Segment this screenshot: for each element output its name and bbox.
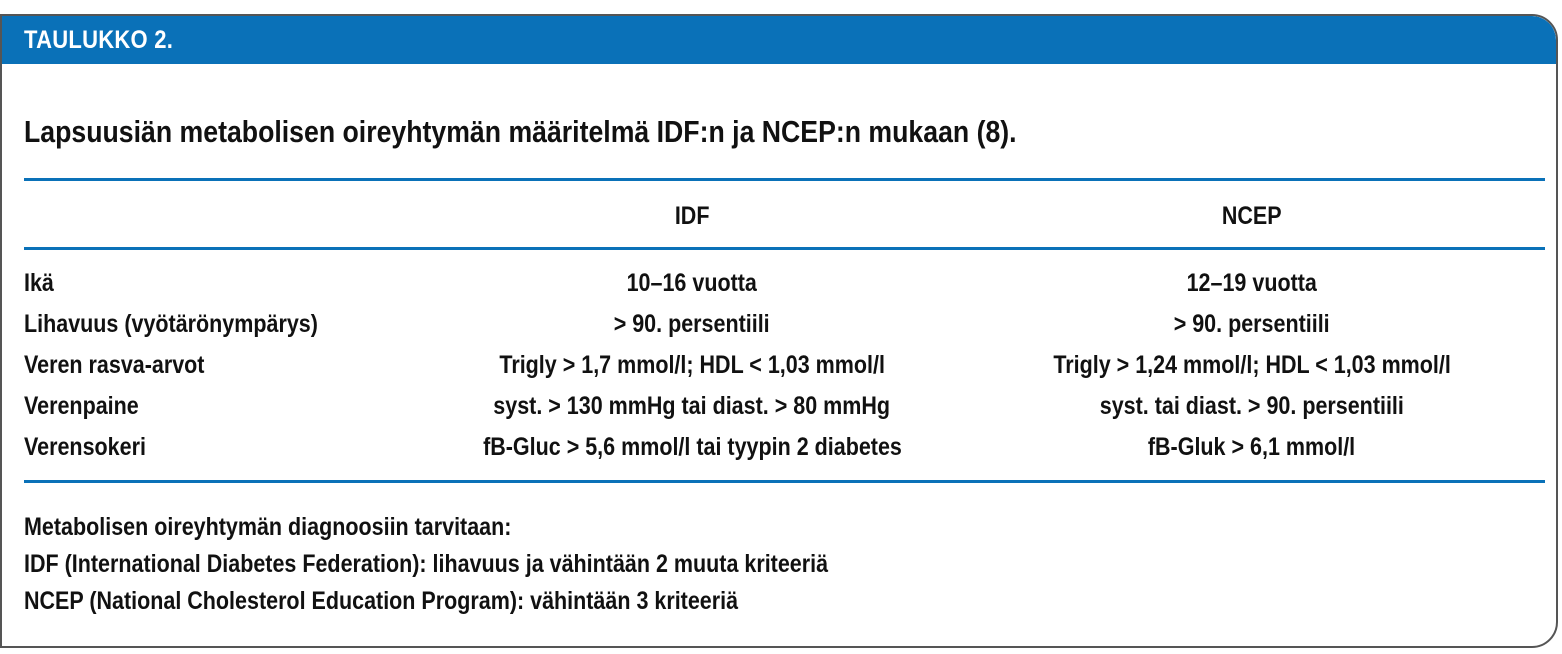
row-label	[24, 269, 59, 298]
row-ncep-value	[942, 433, 1558, 462]
note-text: NCEP (National Cholesterol Education Program): vähintään 3 kriteeriä	[24, 587, 739, 615]
row-idf-value	[382, 433, 1002, 462]
table-row	[2, 351, 1556, 391]
row-label-text: Verenpaine	[24, 392, 139, 420]
row-idf-value	[382, 269, 1002, 298]
table-row	[2, 269, 1556, 309]
table-caption-text: Lapsuusiän metabolisen oireyhtymän määritelmä IDF:n ja NCEP:n mukaan (8).	[24, 114, 1017, 149]
row-label-text: Ikä	[24, 269, 54, 297]
table-row	[2, 433, 1556, 473]
table-header-bar	[2, 16, 1556, 64]
top-rule	[24, 178, 1545, 181]
row-ncep-value	[942, 269, 1558, 298]
note-line	[24, 509, 959, 546]
row-ncep-text: > 90. persentiili	[1174, 310, 1330, 338]
table-caption	[24, 114, 1178, 150]
table-row	[2, 310, 1556, 350]
column-header-idf-text: IDF	[674, 202, 710, 230]
table-row	[2, 392, 1556, 432]
header-rule	[24, 247, 1545, 250]
row-idf-value	[382, 351, 1002, 380]
row-label-text: Lihavuus (vyötärönympärys)	[24, 310, 318, 338]
row-label	[24, 433, 166, 462]
row-label-text: Veren rasva-arvot	[24, 351, 205, 379]
table-notes	[24, 509, 959, 620]
table-box	[0, 14, 1558, 648]
column-header-idf	[432, 202, 952, 231]
column-header-ncep	[992, 202, 1512, 231]
row-ncep-text: fB-Gluk > 6,1 mmol/l	[1148, 433, 1356, 461]
row-idf-value	[382, 310, 1002, 339]
row-idf-value	[382, 392, 1002, 421]
note-text: IDF (International Diabetes Federation): lihavuus ja vähintään 2 muuta kriteeriä	[24, 550, 829, 578]
bottom-rule	[24, 480, 1545, 483]
table-number-label: TAULUKKO 2.	[24, 26, 174, 54]
row-ncep-value	[942, 310, 1558, 339]
row-label	[24, 392, 157, 421]
column-header-ncep-text: NCEP	[1222, 202, 1282, 230]
row-label-text: Verensokeri	[24, 433, 146, 461]
note-line	[24, 583, 959, 620]
row-ncep-text: 12–19 vuotta	[1186, 269, 1318, 297]
row-idf-text: syst. > 130 mmHg tai diast. > 80 mmHg	[493, 392, 891, 420]
row-label	[24, 351, 234, 380]
row-ncep-value	[942, 351, 1558, 380]
row-idf-text: > 90. persentiili	[614, 310, 770, 338]
row-ncep-text: Trigly > 1,24 mmol/l; HDL < 1,03 mmol/l	[1053, 351, 1451, 379]
row-idf-text: 10–16 vuotta	[626, 269, 758, 297]
row-ncep-value	[942, 392, 1558, 421]
row-label	[24, 310, 366, 339]
row-idf-text: fB-Gluc > 5,6 mmol/l tai tyypin 2 diabetes	[482, 433, 902, 461]
note-line	[24, 546, 959, 583]
note-text: Metabolisen oireyhtymän diagnoosiin tarvitaan:	[24, 513, 512, 541]
row-idf-text: Trigly > 1,7 mmol/l; HDL < 1,03 mmol/l	[499, 351, 885, 379]
row-ncep-text: syst. tai diast. > 90. persentiili	[1099, 392, 1405, 420]
